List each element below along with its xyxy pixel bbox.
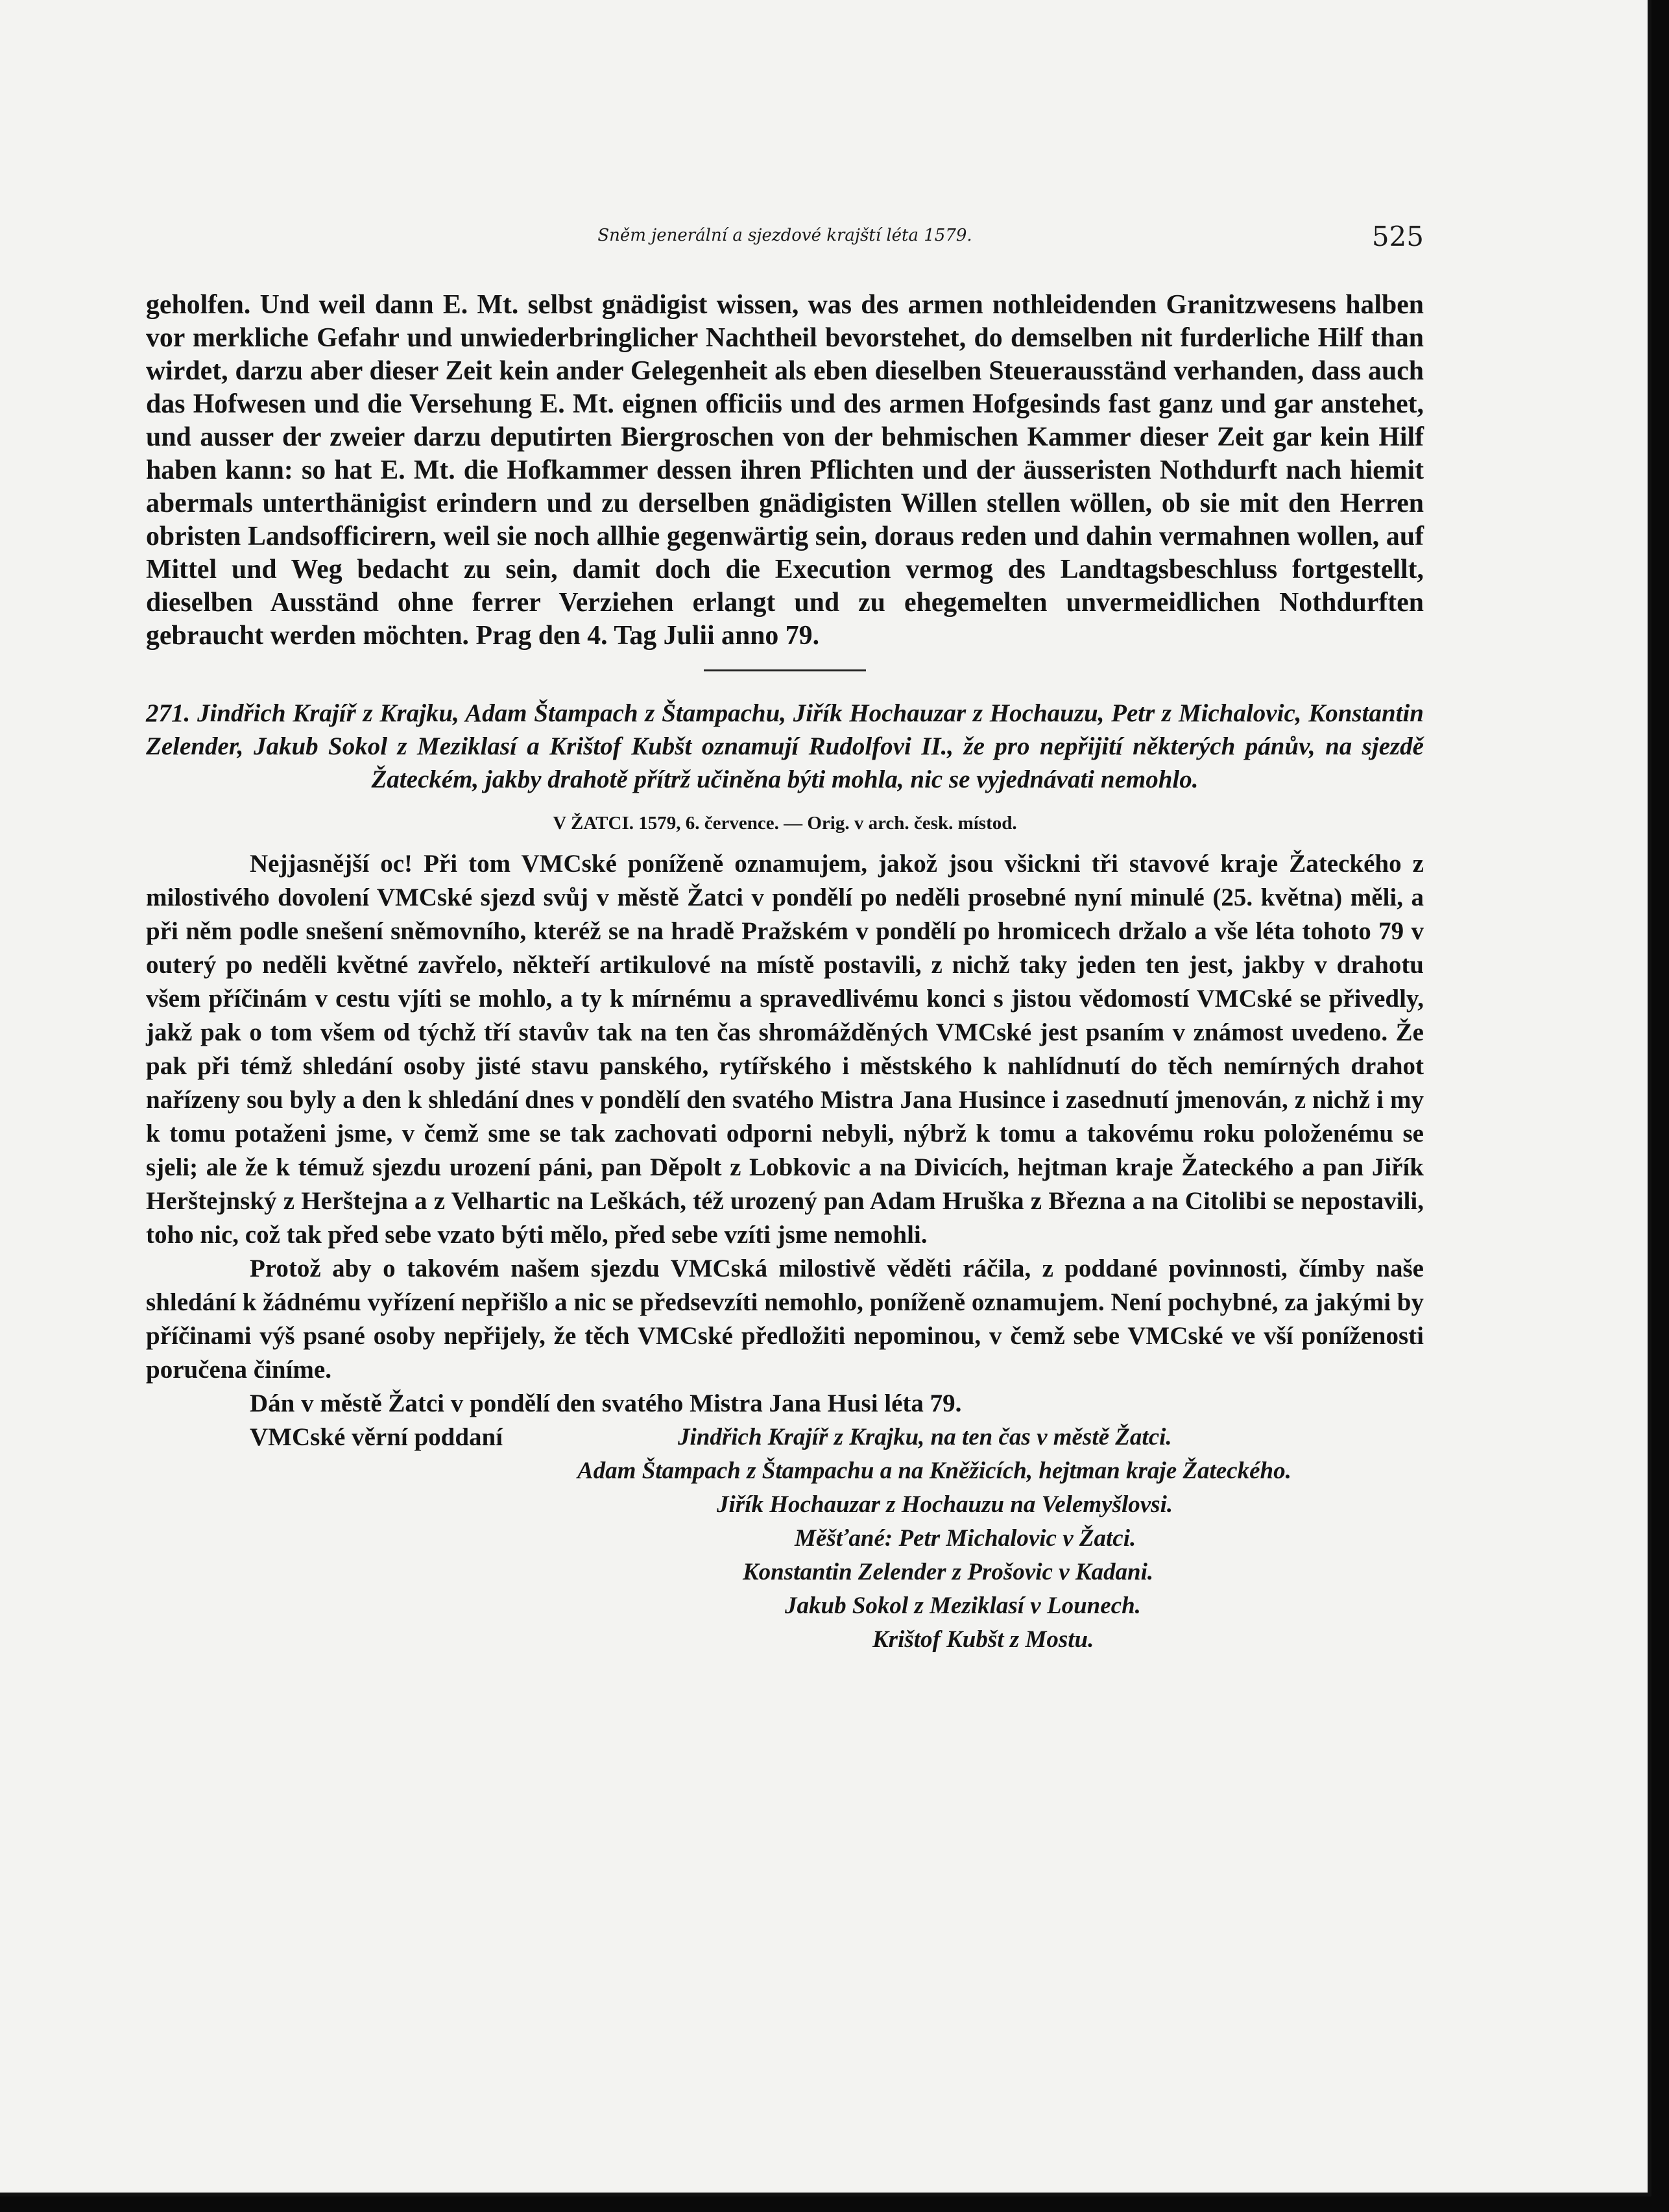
signatory-line: Měšťané: Petr Michalovic v Žatci. bbox=[795, 1525, 1136, 1552]
czech-paragraph-2: Protož aby o takovém našem sjezdu VMCská milostivě věděti ráčila, z poddané povinnosti, čímby naše shledání k žádnému vyřízení nepřišlo a nic se předsevzíti nemohlo, poníženě oznamujem. Není pochybné, za jakými by příčinami výš psané osoby nepřijely, že těch VMCské předložiti nepominou, v čemž sebe VMCské ve vší poníženosti poručena činíme. bbox=[146, 1255, 1424, 1384]
signature-label: VMCské věrní poddaní bbox=[250, 1423, 503, 1451]
section-divider bbox=[704, 669, 866, 671]
text-block bbox=[146, 289, 1424, 1654]
signatory-line: Krištof Kubšt z Mostu. bbox=[872, 1626, 1094, 1653]
signatory-line: Jakub Sokol z Meziklasí v Lounech. bbox=[785, 1593, 1141, 1619]
dated-line: Dán v městě Žatci v pondělí den svatého Mistra Jana Husi léta 79. bbox=[250, 1389, 962, 1417]
source-line: V ŽATCI. 1579, 6. července. — Orig. v arch. česk. místod. bbox=[553, 813, 1017, 834]
running-head: Sněm jenerální a sjezdové krajští léta 1579. bbox=[597, 226, 972, 245]
signatory-line: Konstantin Zelender z Prošovic v Kadani. bbox=[743, 1559, 1154, 1585]
signatory-line: Adam Štampach z Štampachu a na Kněžicích, hejtman kraje Žateckého. bbox=[577, 1458, 1291, 1484]
signatory-line: Jiřík Hochauzar z Hochauzu na Velemyšlovsi. bbox=[717, 1491, 1173, 1518]
signature-block bbox=[146, 1421, 1424, 1654]
signatory-line: Jindřich Krajíř z Krajku, na ten čas v městě Žatci. bbox=[678, 1424, 1172, 1450]
document-heading: 271. Jindřich Krajíř z Krajku, Adam Štampach z Štampachu, Jiřík Hochauzar z Hochauzu, Petr z Michalovic, Konstantin Zelender, Jakub Sokol z Meziklasí a Krištof Kubšt oznamují Rudolfovi II., že pro nepřijití některých pánův, na sjezdě Žateckém, jakby drahotě přítrž učiněna býti mohla, nic se vyjednávati nemohlo. bbox=[146, 699, 1424, 793]
german-paragraph: geholfen. Und weil dann E. Mt. selbst gnädigist wissen, was des armen nothleidenden Granitzwesens halben vor merkliche Gefahr und unwiederbringlicher Nachtheil bevorstehet, do demselben nit furderliche Hilf than wirdet, darzu aber dieser Zeit kein ander Gelegenheit als eben dieselben Steuerausständ verhanden, dass auch das Hofwesen und die Versehung E. Mt. eignen officiis und des armen Hofgesinds fast ganz und gar anstehet, und ausser der zweier darzu deputirten Biergroschen von der behmischen Kammer dieser Zeit gar kein Hilf haben kann: so hat E. Mt. die Hofkammer dessen ihren Pflichten und der äusseristen Nothdurft nach hiemit abermals unterthänigist erindern und zu derselben gnädigisten Willen stellen wöllen, ob sie mit den Herren obristen Landsofficirern, weil sie noch allhie gegenwärtig sein, doraus reden und dahin vermahnen wollen, auf Mittel und Weg bedacht zu sein, damit doch die Execution vermog des Landtagsbeschluss fortgestellt, dieselben Ausständ ohne ferrer Verziehen erlangt und zu ehegemelten unvermeidlichen Nothdurften gebraucht werden möchten. Prag den 4. Tag Julii anno 79. bbox=[146, 290, 1424, 651]
page-number: 525 bbox=[1371, 221, 1424, 252]
czech-paragraph-1: Nejjasnější oc! Při tom VMCské poníženě oznamujem, jakož jsou všickni tři stavové kraje Žateckého z milostivého dovolení VMCské sjezd svůj v městě Žatci v pondělí po neděli prosebné nyní minulé (25. května) měli, a při něm podle snešení sněmovního, kteréž se na hradě Pražském v pondělí po hromicech držalo a vše léta tohoto 79 v outerý po neděli květné zavřelo, někteří artikulové na místě postavili, z nichž taky jeden ten jest, jakby v drahotu všem příčinám v cestu vjíti se mohlo, a ty k mírnému a spravedlivému konci s jistou vědomostí VMCské se přivedly, jakž pak o tom všem od týchž tří stavův tak na ten čas shromážděných VMCské jest psaním v známost uvedeno. Že pak při témž shledání osoby jisté stavu panského, rytířského i městského k nahlídnutí do těch nemírných drahot nařízeny sou byly a den k shledání dnes v pondělí den svatého Mistra Jana Husince i zasednutí jmenován, z nichž i my k tomu potaženi jsme, v čemž sme se tak zachovati odporni nebyli, nýbrž k tomu a takovému roku položenému se sjeli; ale že k témuž sjezdu urození páni, pan Děpolt z Lobkovic a na Divicích, hejtman kraje Žateckého a pan Jiřík Herštejnský z Herštejna a z Velhartic na Leškách, též urozený pan Adam Hruška z Března a na Citolibi se nepostavili, toho nic, což tak před sebe vzato býti mělo, před sebe vzíti jsme nemohli. bbox=[146, 850, 1424, 1249]
